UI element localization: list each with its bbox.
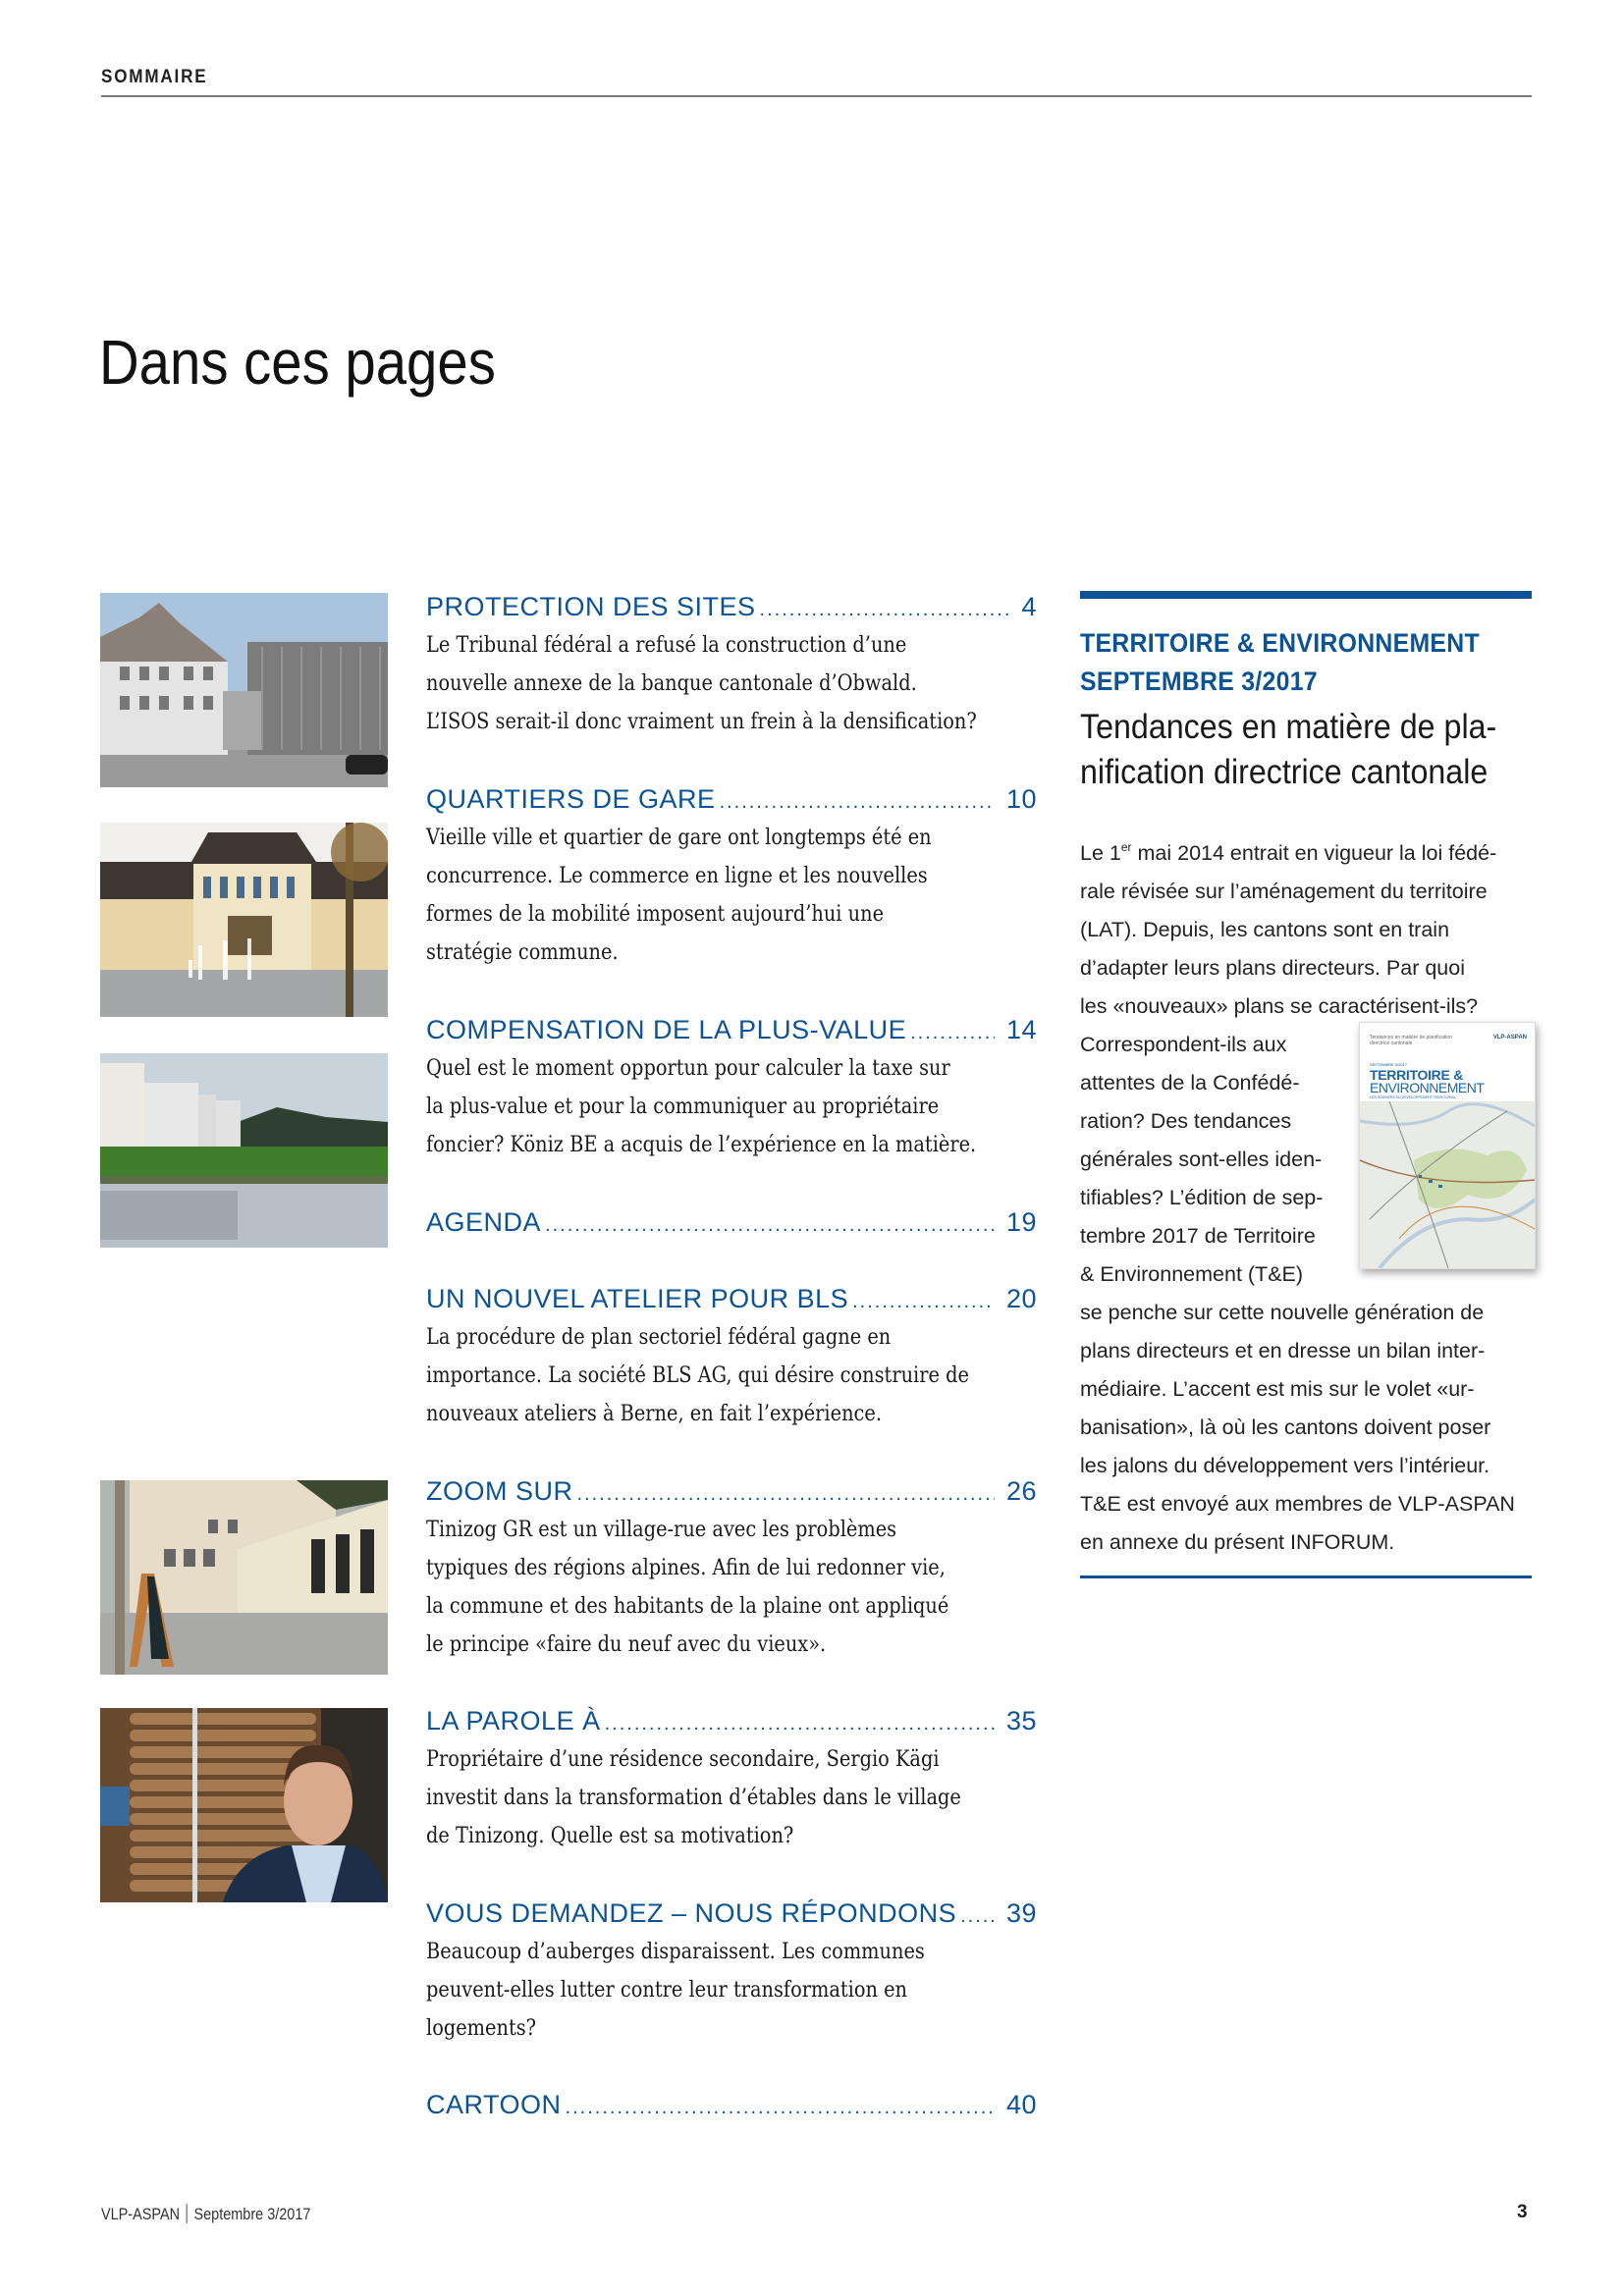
toc-entry-title[interactable]: VOUS DEMANDEZ – NOUS RÉPONDONS xyxy=(426,1898,957,1928)
body-line: en annexe du présent INFORUM. xyxy=(1080,1530,1395,1554)
thumbnail-compensation-plus-value xyxy=(100,1053,388,1248)
toc-entry-title[interactable]: PROTECTION DES SITES xyxy=(426,592,756,621)
toc-entry[interactable] xyxy=(426,781,1037,972)
description-line: le principe «faire du neuf avec du vieux». xyxy=(426,1631,827,1657)
body-line: banisation», là où les cantons doivent poser xyxy=(1080,1415,1491,1439)
toc-entry-title[interactable]: AGENDA xyxy=(426,1207,542,1237)
toc-entry[interactable] xyxy=(426,1204,1037,1240)
cover-tagline: LES DOSSIERS DU DÉVELOPPEMENT TERRITORIAL xyxy=(1370,1095,1456,1099)
title-line: nification directrice cantonale xyxy=(1080,753,1489,791)
sidebar-top-rule xyxy=(1080,591,1532,599)
description-line: concurrence. Le commerce en ligne et les nouvelles xyxy=(426,863,928,888)
thumbnail-la-parole-a xyxy=(100,1708,388,1902)
toc-entry[interactable] xyxy=(426,1281,1037,1433)
description-line: L’ISOS serait-il donc vraiment un frein à la densification? xyxy=(426,709,977,734)
title-line: Tendances en matière de pla- xyxy=(1080,708,1497,746)
toc-entry[interactable] xyxy=(426,1703,1037,1855)
description-line: importance. La société BLS AG, qui désire construire de xyxy=(426,1362,969,1388)
sidebar-title xyxy=(1080,705,1532,795)
toc-entry-description xyxy=(426,1511,1037,1664)
cover-logo: VLP-ASPAN xyxy=(1492,1035,1527,1041)
body-line: Correspondent-ils aux xyxy=(1080,1033,1287,1056)
body-line: les jalons du développement vers l’intérieur. xyxy=(1080,1454,1490,1477)
description-line: de Tinizong. Quelle est sa motivation? xyxy=(426,1823,794,1848)
body-line: attentes de la Confédé- xyxy=(1080,1071,1300,1095)
description-line: la commune et des habitants de la plaine ont appliqué xyxy=(426,1593,949,1619)
toc-entry-page: 35 xyxy=(1005,1706,1037,1735)
description-line: logements? xyxy=(426,2015,537,2041)
toc-entry-description xyxy=(426,626,1037,741)
description-line: nouveaux ateliers à Berne, en fait l’expérience. xyxy=(426,1401,882,1426)
footer-issue-date: Septembre 3/2017 xyxy=(193,2205,311,2223)
toc-entry[interactable] xyxy=(426,1473,1037,1664)
toc-entry-page: 26 xyxy=(1005,1476,1037,1506)
body-line: générales sont-elles iden- xyxy=(1080,1148,1323,1171)
body-line: T&E est envoyé aux membres de VLP-ASPAN xyxy=(1080,1492,1515,1516)
thumbnail-protection-des-sites xyxy=(100,593,388,787)
thumbnail-zoom-sur xyxy=(100,1480,388,1675)
toc-entry-page: 10 xyxy=(1005,784,1037,814)
description-line: Propriétaire d’une résidence secondaire, Sergio Kägi xyxy=(426,1746,940,1772)
dot-leader xyxy=(566,2090,995,2125)
body-line: d’adapter leurs plans directeurs. Par quoi xyxy=(1080,956,1465,980)
description-line: foncier? Köniz BE a acquis de l’expérience en la matière. xyxy=(426,1132,977,1157)
body-line: se penche sur cette nouvelle génération de xyxy=(1080,1301,1485,1324)
description-line: Beaucoup d’auberges disparaissent. Les communes xyxy=(426,1939,925,1964)
description-line: investit dans la transformation d’étables dans le village xyxy=(426,1785,961,1810)
toc-entry[interactable] xyxy=(426,1012,1037,1164)
dot-leader xyxy=(577,1476,995,1512)
toc-entry-title[interactable]: COMPENSATION DE LA PLUS-VALUE xyxy=(426,1015,907,1044)
toc-entry-description xyxy=(426,1933,1037,2048)
kicker-line: SEPTEMBRE 3/2017 xyxy=(1080,667,1318,696)
dot-leader xyxy=(852,1284,995,1319)
toc-entry[interactable] xyxy=(426,1896,1037,2048)
body-line: rale révisée sur l’aménagement du territoire xyxy=(1080,880,1488,903)
toc-entry-title[interactable]: CARTOON xyxy=(426,2090,562,2119)
toc-entry[interactable] xyxy=(426,2087,1037,2122)
sidebar-territoire-environnement xyxy=(1080,591,1532,1562)
toc-entry-description xyxy=(426,819,1037,972)
toc-entry-page: 19 xyxy=(1005,1207,1037,1237)
magazine-cover-image xyxy=(1359,1022,1536,1269)
sidebar-kicker xyxy=(1080,624,1532,701)
dot-leader xyxy=(760,592,1010,627)
map-illustration xyxy=(1360,1101,1535,1268)
dot-leader xyxy=(960,1898,995,1934)
body-line: (LAT). Depuis, les cantons sont en train xyxy=(1080,918,1450,941)
dot-leader xyxy=(605,1706,995,1741)
toc-entry-page: 39 xyxy=(1005,1898,1037,1928)
toc-entry-page: 40 xyxy=(1005,2090,1037,2119)
toc-entry-page: 4 xyxy=(1021,592,1037,621)
toc-entry-page: 14 xyxy=(1005,1015,1037,1044)
description-line: stratégie commune. xyxy=(426,939,619,965)
description-line: formes de la mobilité imposent aujourd’hui une xyxy=(426,901,885,927)
description-line: Quel est le moment opportun pour calculer la taxe sur xyxy=(426,1055,950,1081)
section-label: SOMMAIRE xyxy=(101,67,208,87)
description-line: Vieille ville et quartier de gare ont longtemps été en xyxy=(426,825,932,850)
toc-entry-title[interactable]: ZOOM SUR xyxy=(426,1476,573,1506)
body-line: médiaire. L’accent est mis sur le volet «ur- xyxy=(1080,1377,1475,1401)
description-line: La procédure de plan sectoriel fédéral gagne en xyxy=(426,1324,892,1350)
body-line: tembre 2017 de Territoire xyxy=(1080,1224,1316,1248)
toc-entry-page: 20 xyxy=(1005,1284,1037,1313)
body-line: & Environnement (T&E) xyxy=(1080,1262,1304,1286)
toc-entry-description xyxy=(426,1740,1037,1855)
header-divider xyxy=(101,95,1532,97)
description-line: nouvelle annexe de la banque cantonale d’Obwald. xyxy=(426,670,917,696)
cover-title: ENVIRONNEMENT xyxy=(1370,1080,1485,1095)
cover-subtitle: Tendances en matière de planification directrice cantonale xyxy=(1370,1035,1452,1046)
description-line: Tinizog GR est un village-rue avec les problèmes xyxy=(426,1517,897,1542)
toc-entry-title[interactable]: LA PAROLE À xyxy=(426,1706,601,1735)
body-line: ration? Des tendances xyxy=(1080,1109,1292,1133)
body-line: les «nouveaux» plans se caractérisent-ils? xyxy=(1080,994,1479,1018)
dot-leader xyxy=(910,1015,995,1050)
dot-leader xyxy=(545,1207,995,1243)
description-line: peuvent-elles lutter contre leur transformation en xyxy=(426,1977,907,2002)
footer-separator xyxy=(187,2204,188,2223)
page-title: Dans ces pages xyxy=(99,327,496,398)
toc-entry[interactable] xyxy=(426,589,1037,741)
description-line: Le Tribunal fédéral a refusé la construction d’une xyxy=(426,632,907,658)
cover-date: SEPTEMBRE 3/2017 xyxy=(1370,1062,1408,1067)
description-line: la plus-value et pour la communiquer au propriétaire xyxy=(426,1094,940,1119)
body-line: tifiables? L’édition de sep- xyxy=(1080,1186,1324,1209)
toc-entry-description xyxy=(426,1318,1037,1433)
dot-leader xyxy=(720,784,995,820)
toc-entry-description xyxy=(426,1049,1037,1164)
description-line: typiques des régions alpines. Afin de lui redonner vie, xyxy=(426,1555,946,1580)
toc-entry-title[interactable]: UN NOUVEL ATELIER POUR BLS xyxy=(426,1284,849,1313)
body-line: Le 1er mai 2014 entrait en vigueur la loi fédé- xyxy=(1080,840,1497,865)
cover-title: TERRITOIRE & xyxy=(1370,1067,1463,1083)
toc-entry-title[interactable]: QUARTIERS DE GARE xyxy=(426,784,716,814)
sidebar-bottom-rule xyxy=(1080,1575,1532,1578)
kicker-line: TERRITOIRE & ENVIRONNEMENT xyxy=(1080,628,1480,658)
footer-publisher: VLP-ASPAN xyxy=(101,2205,181,2223)
page-number: 3 xyxy=(1517,2202,1528,2222)
body-line: plans directeurs et en dresse un bilan inter- xyxy=(1080,1339,1486,1362)
thumbnail-quartiers-de-gare xyxy=(100,823,388,1017)
footer-issue xyxy=(101,2204,310,2224)
